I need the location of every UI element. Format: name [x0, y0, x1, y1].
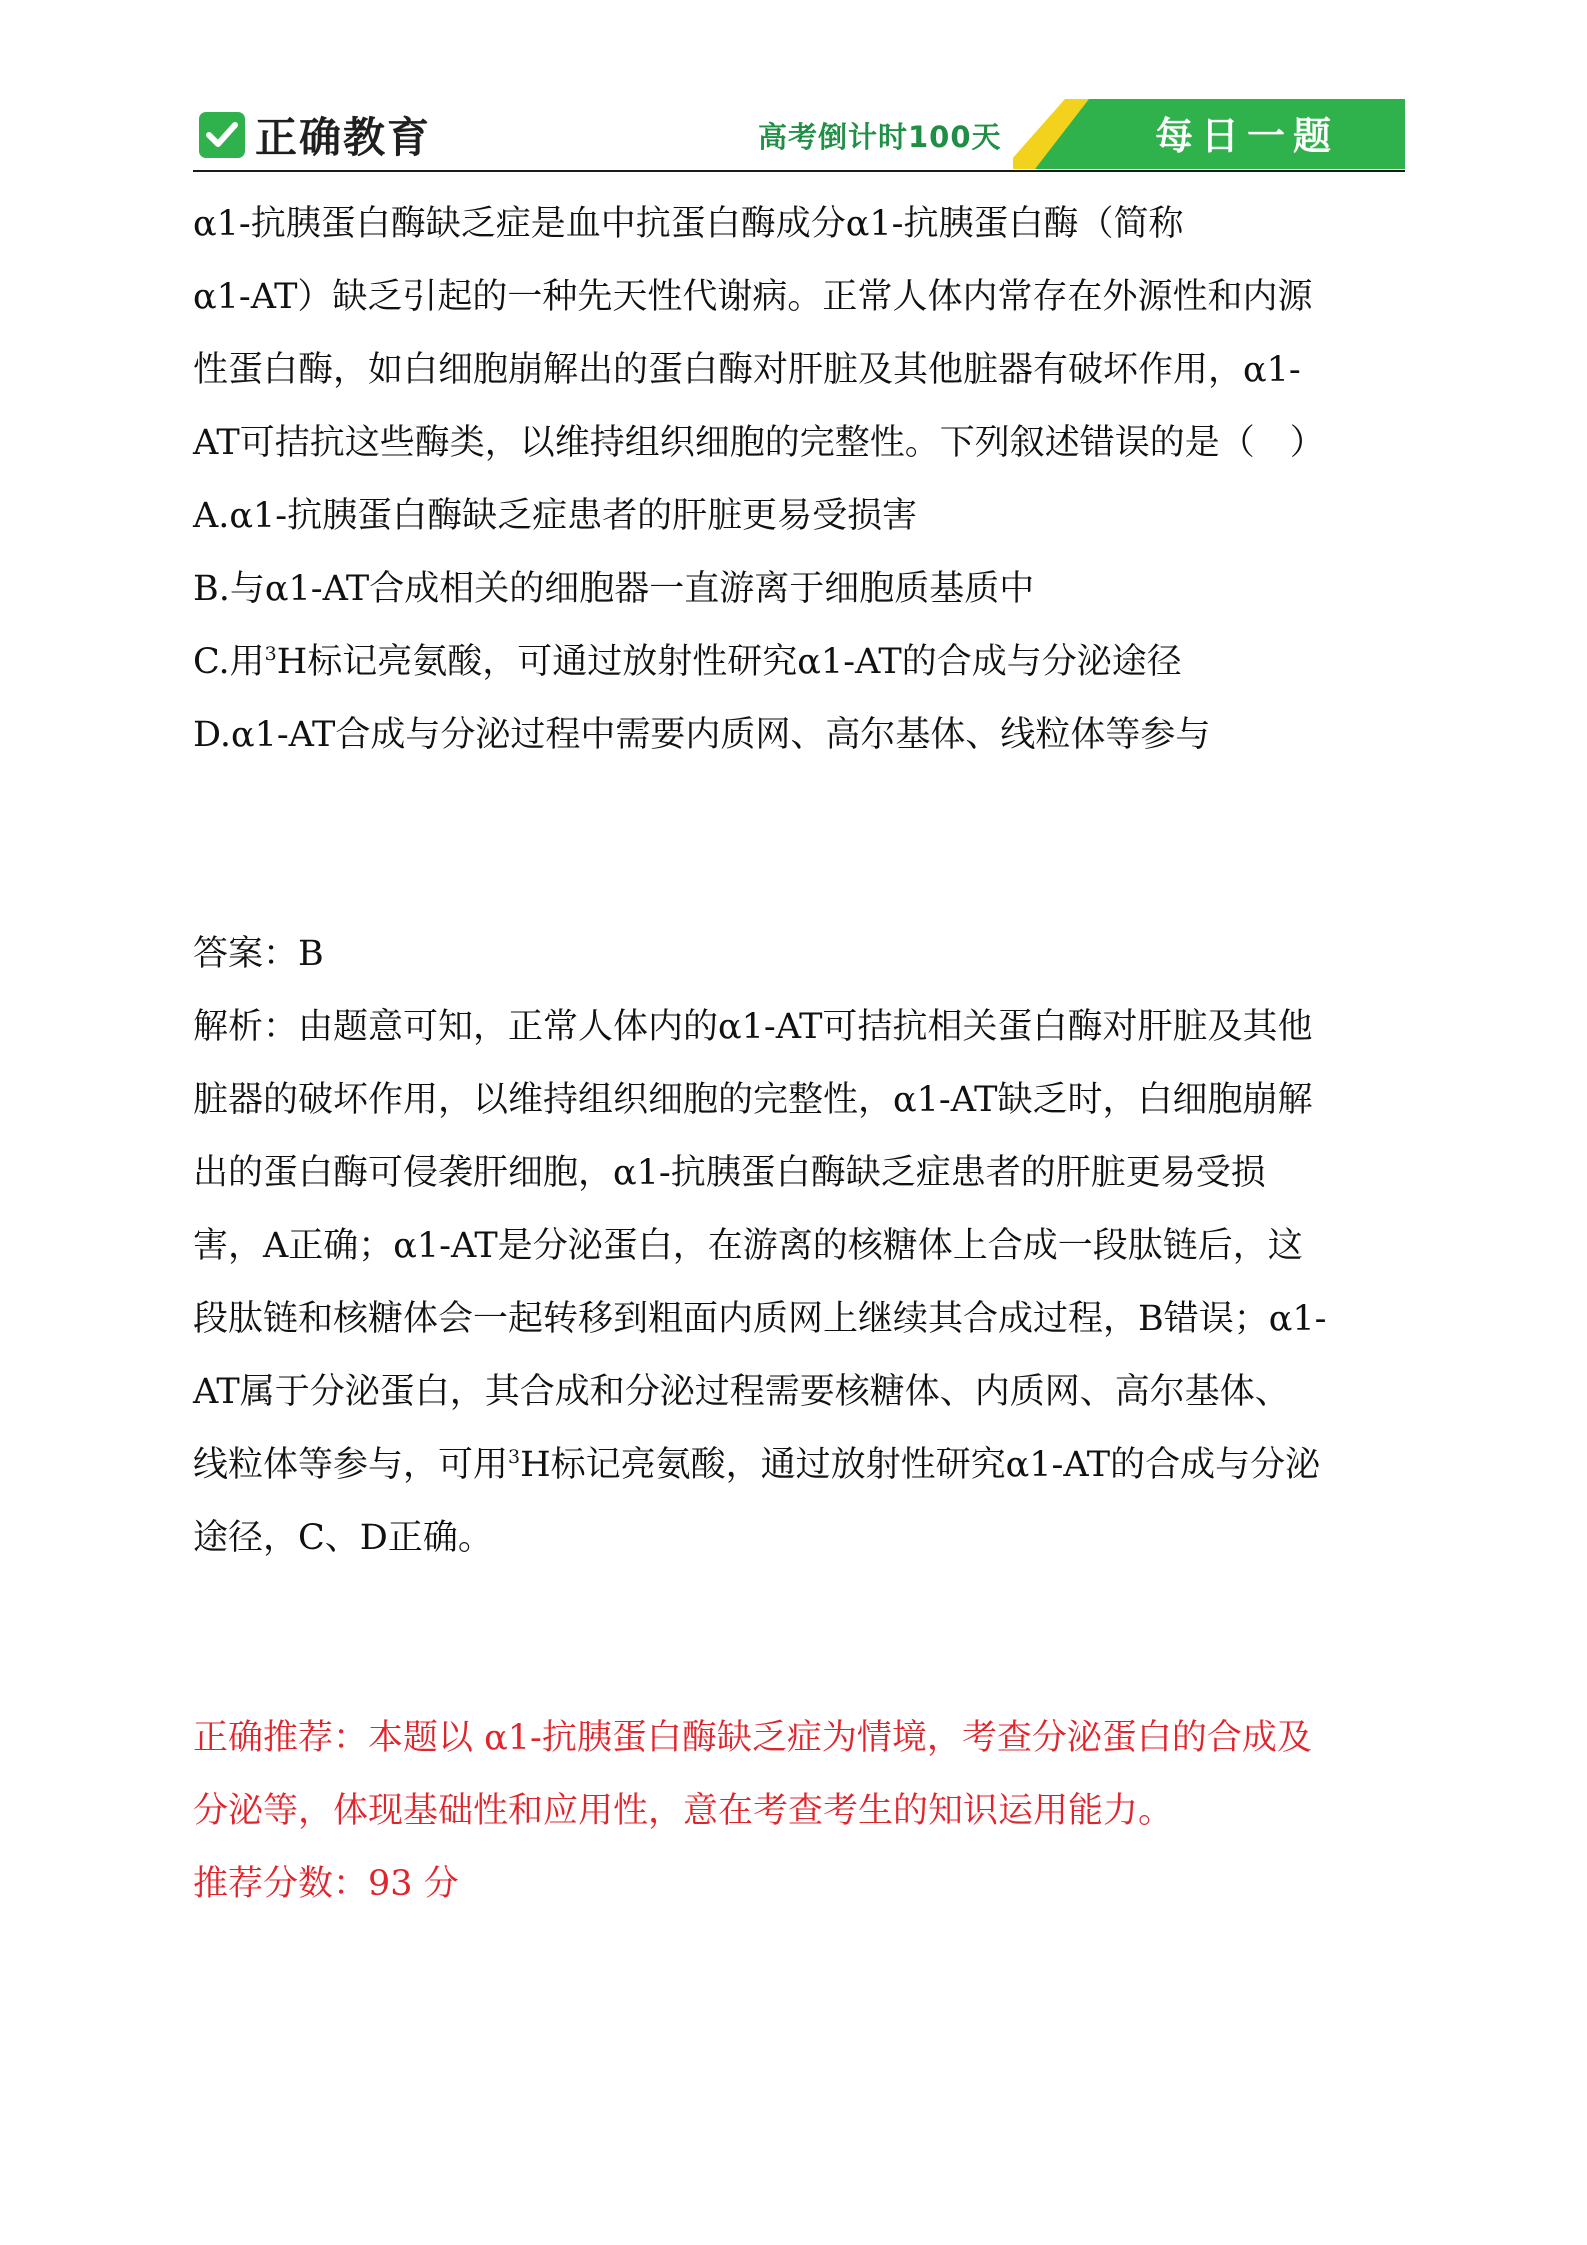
page-header: [193, 95, 1405, 169]
analysis-line: 途径，C、D正确。: [193, 1518, 493, 1558]
recommend-line: 正确推荐：本题以 α1-抗胰蛋白酶缺乏症为情境，考查分泌蛋白的合成及: [193, 1718, 1312, 1758]
recommend-section: [193, 1702, 1408, 1921]
daily-question-label: 每日一题: [1155, 114, 1340, 158]
stem-line: α1-AT）缺乏引起的一种先天性代谢病。正常人体内常存在外源性和内源: [193, 277, 1313, 317]
option-a: A.α1-抗胰蛋白酶缺乏症患者的肝脏更易受损害: [193, 496, 918, 536]
answer-text: 答案：B: [193, 934, 324, 974]
question-options: [193, 480, 1408, 772]
analysis-line: 害，A正确；α1-AT是分泌蛋白，在游离的核糖体上合成一段肽链后，这: [193, 1226, 1303, 1266]
question-stem: [193, 188, 1408, 480]
option-c: C.用$^3$H标记亮氨酸，可通过放射性研究α1-AT的合成与分泌途径: [193, 642, 1182, 682]
analysis-line: 段肽链和核糖体会一起转移到粗面内质网上继续其合成过程，B错误；α1-: [193, 1299, 1327, 1339]
recommend-line: 分泌等，体现基础性和应用性，意在考查考生的知识运用能力。: [193, 1791, 1174, 1831]
countdown-label: 高考倒计时100天: [758, 120, 1002, 154]
check-icon: [199, 112, 245, 158]
analysis-line: 解析：由题意可知，正常人体内的α1-AT可拮抗相关蛋白酶对肝脏及其他: [193, 1007, 1313, 1047]
option-b: B.与α1-AT合成相关的细胞器一直游离于细胞质基质中: [193, 569, 1035, 609]
stem-line: α1-抗胰蛋白酶缺乏症是血中抗蛋白酶成分α1-抗胰蛋白酶（简称: [193, 204, 1184, 244]
document-body: [193, 188, 1408, 1921]
analysis-line: 线粒体等参与，可用$^3$H标记亮氨酸，通过放射性研究α1-AT的合成与分泌: [193, 1445, 1321, 1485]
analysis-line: 出的蛋白酶可侵袭肝细胞，α1-抗胰蛋白酶缺乏症患者的肝脏更易受损: [193, 1153, 1266, 1193]
brand-name: 正确教育: [255, 113, 432, 162]
stem-line: 性蛋白酶，如白细胞崩解出的蛋白酶对肝脏及其他脏器有破坏作用，α1-: [193, 350, 1301, 390]
option-d: D.α1-AT合成与分泌过程中需要内质网、高尔基体、线粒体等参与: [193, 715, 1211, 755]
analysis-line: AT属于分泌蛋白，其合成和分泌过程需要核糖体、内质网、高尔基体、: [193, 1372, 1290, 1412]
header-divider: [193, 170, 1405, 172]
recommend-score: 推荐分数：93 分: [193, 1864, 459, 1904]
brand-logo: [199, 105, 431, 165]
answer-section: [193, 918, 1408, 1575]
stem-line: AT可拮抗这些酶类，以维持组织细胞的完整性。下列叙述错误的是（ ）: [193, 423, 1325, 463]
analysis-line: 脏器的破坏作用，以维持组织细胞的完整性，α1-AT缺乏时，白细胞崩解: [193, 1080, 1313, 1120]
